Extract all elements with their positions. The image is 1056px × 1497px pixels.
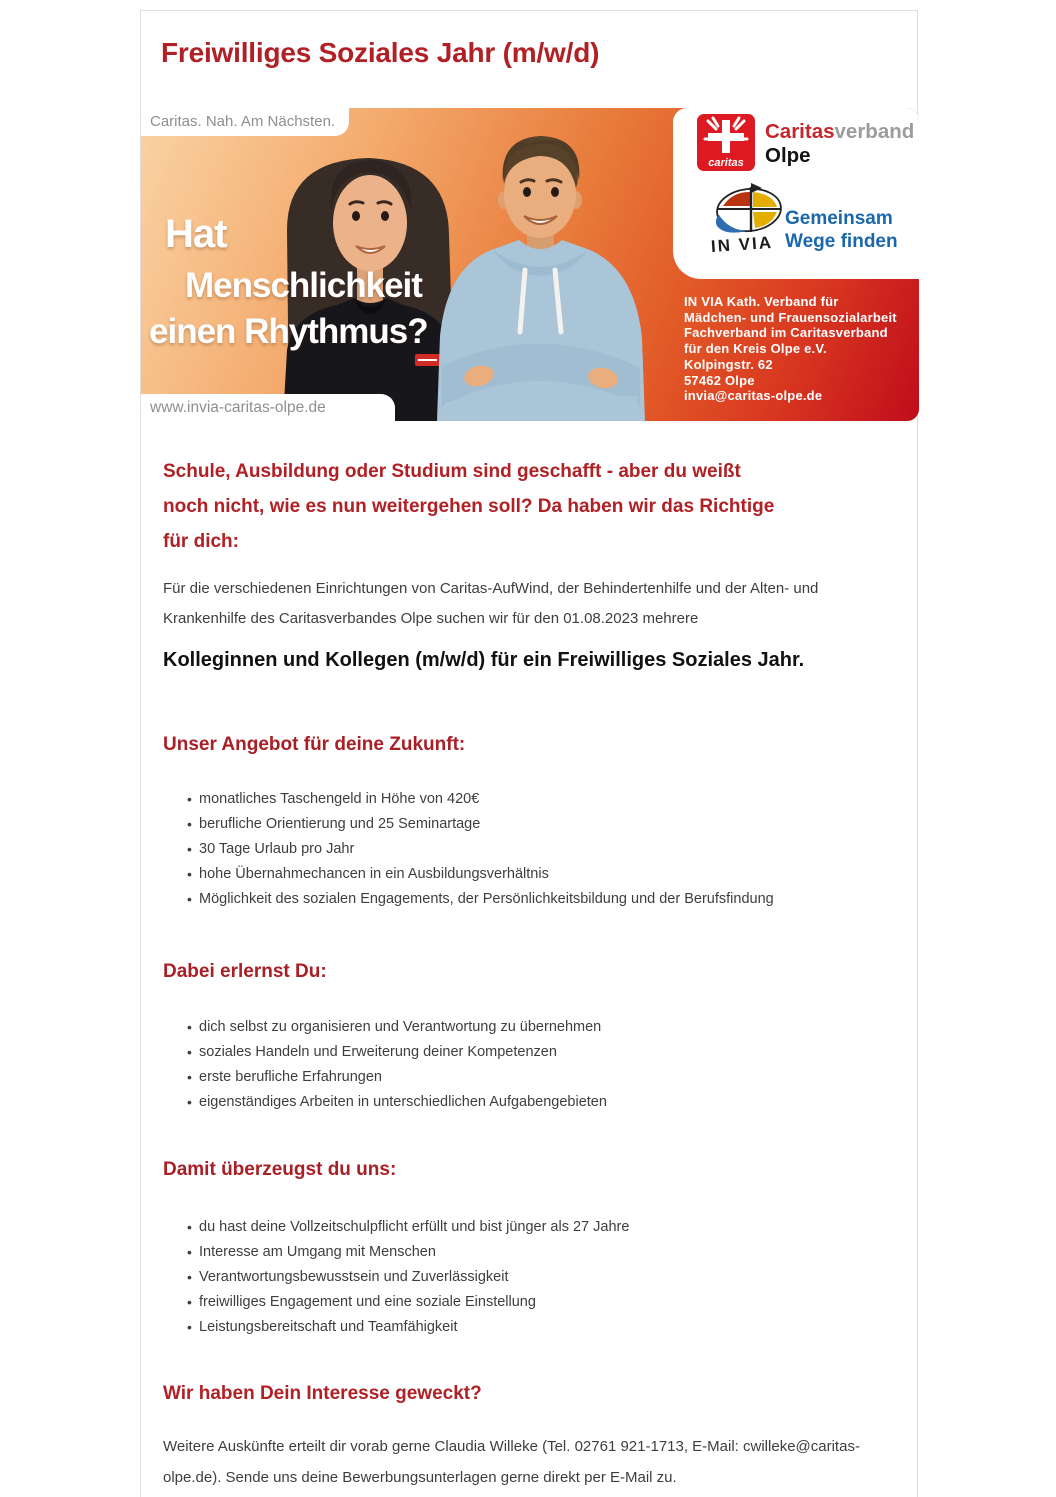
caritas-city: Olpe — [765, 144, 811, 167]
offer-item: • Möglichkeit des sozialen Engagements, der Persönlichkeitsbildung und der Berufsfindung — [163, 887, 774, 912]
outro-heading: Wir haben Dein Interesse geweckt? — [163, 1383, 482, 1404]
contact-line-org3: Fachverband im Caritasverband — [684, 325, 888, 341]
outro-text-line: olpe.de). Sende uns deine Bewerbungsunterlagen gerne direkt per E-Mail zu. — [163, 1469, 677, 1486]
caritas-wordmark-gray: verband — [834, 120, 915, 143]
requirement-item: • freiwilliges Engagement und eine soziale Einstellung — [163, 1290, 629, 1315]
headline-line-1: Hat — [165, 212, 227, 256]
outro-text — [163, 1431, 860, 1493]
contact-line-org2: Mädchen- und Frauensozialarbeit — [684, 309, 897, 325]
intro-hook-line: für dich: — [163, 531, 239, 552]
requirement-item: • du hast deine Vollzeitschulpflicht erfüllt und bist jünger als 27 Jahre — [163, 1215, 629, 1240]
banner — [141, 108, 919, 421]
intro-hook-line: Schule, Ausbildung oder Studium sind geschafft - aber du weißt — [163, 461, 741, 482]
position-title: Kolleginnen und Kollegen (m/w/d) für ein Freiwilliges Soziales Jahr. — [163, 649, 805, 671]
section-heading-offer: Unser Angebot für deine Zukunft: — [163, 734, 466, 755]
people-photo — [141, 108, 681, 421]
intro-context-line: Für die verschiedenen Einrichtungen von Caritas-AufWind, der Behindertenhilfe und der Alten- und — [163, 580, 819, 597]
outro-text-line: Weitere Auskünfte erteilt dir vorab gerne Claudia Willeke (Tel. 02761 921-1713, E-Mail: cwilleke@caritas- — [163, 1438, 860, 1455]
section-heading-requirements: Damit überzeugst du uns: — [163, 1159, 397, 1180]
caritas-wordmark — [765, 120, 914, 144]
claim-tag: Caritas. Nah. Am Nächsten. — [141, 108, 349, 136]
contact-line-email: invia@caritas-olpe.de — [684, 388, 823, 404]
headline-line-3: einen Rhythmus? — [149, 312, 428, 351]
learn-item: • eigenständiges Arbeiten in unterschiedlichen Aufgabengebieten — [163, 1090, 607, 1115]
learn-item: • erste berufliche Erfahrungen — [163, 1065, 607, 1090]
intro-context — [163, 574, 818, 634]
invia-slogan — [785, 207, 898, 253]
contact-line-city: 57462 Olpe — [684, 372, 755, 388]
requirement-item: • Verantwortungsbewusstsein und Zuverlässigkeit — [163, 1265, 629, 1290]
website-url-tag: www.invia-caritas-olpe.de — [141, 394, 395, 421]
learn-item: • soziales Handeln und Erweiterung deiner Kompetenzen — [163, 1040, 607, 1065]
logo-card — [673, 108, 919, 279]
intro-context-line: Krankenhilfe des Caritasverbandes Olpe suchen wir für den 01.08.2023 mehrere — [163, 610, 699, 627]
offer-item: • hohe Übernahmechancen in ein Ausbildungsverhältnis — [163, 862, 774, 887]
contact-box — [684, 294, 897, 404]
offer-item: • berufliche Orientierung und 25 Seminartage — [163, 812, 774, 837]
headline-line-2: Menschlichkeit — [185, 266, 422, 305]
section-heading-learn: Dabei erlernst Du: — [163, 961, 327, 982]
contact-line-org4: für den Kreis Olpe e.V. — [684, 341, 827, 357]
requirements-list — [163, 1215, 629, 1340]
flyer-page — [140, 10, 918, 1497]
contact-line-org: IN VIA Kath. Verband für — [684, 294, 839, 309]
invia-logo-icon — [707, 182, 791, 238]
invia-slogan-line-1: Gemeinsam — [785, 208, 893, 229]
intro-hook — [163, 454, 774, 559]
svg-text:caritas: caritas — [708, 157, 744, 169]
invia-name: IN VIA — [710, 232, 774, 257]
contact-line-street: Kolpingstr. 62 — [684, 356, 773, 372]
requirement-item: • Leistungsbereitschaft und Teamfähigkeit — [163, 1315, 629, 1340]
offer-item: • monatliches Taschengeld in Höhe von 420€ — [163, 787, 774, 812]
intro-hook-line: noch nicht, wie es nun weitergehen soll? Da haben wir das Richtige — [163, 496, 775, 517]
learn-list — [163, 1015, 607, 1115]
requirement-item: • Interesse am Umgang mit Menschen — [163, 1240, 629, 1265]
caritas-flame-icon — [697, 114, 755, 171]
offer-item: • 30 Tage Urlaub pro Jahr — [163, 837, 774, 862]
learn-item: • dich selbst zu organisieren und Verantwortung zu übernehmen — [163, 1015, 607, 1040]
caritas-wordmark-red: Caritas — [765, 120, 835, 143]
invia-slogan-line-2: Wege finden — [785, 231, 898, 252]
page-title: Freiwilliges Soziales Jahr (m/w/d) — [161, 37, 600, 68]
offer-list — [163, 787, 774, 912]
